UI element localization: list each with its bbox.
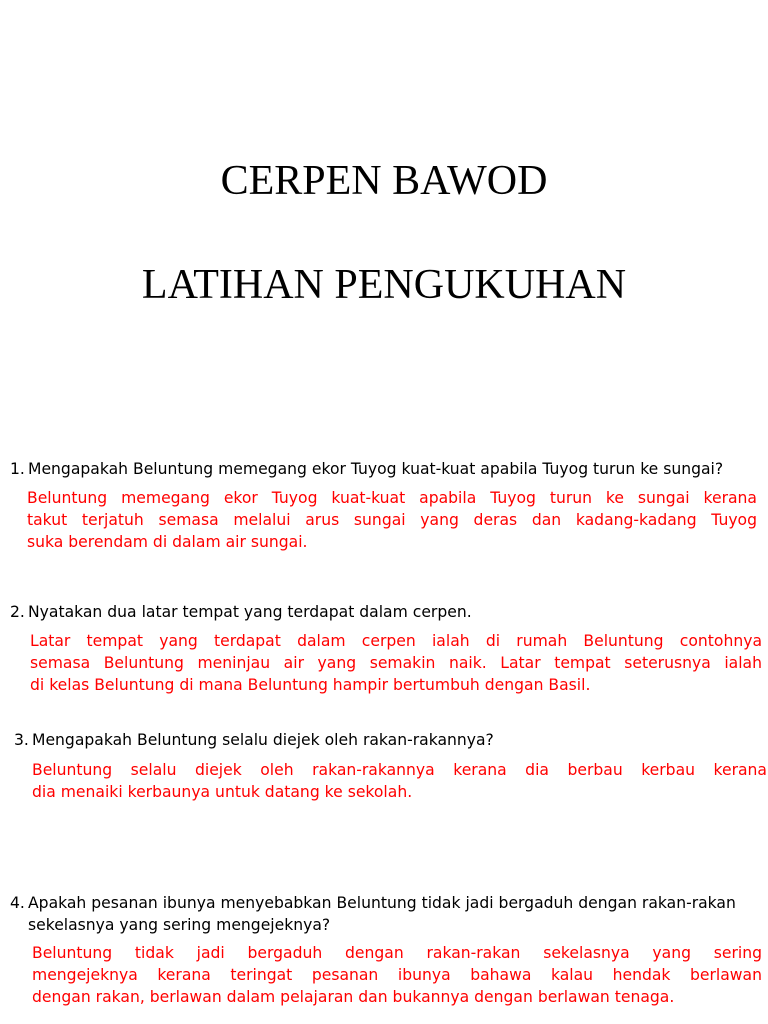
answer-line: di kelas Beluntung di mana Beluntung hampir bertumbuh dengan Basil.: [30, 676, 591, 694]
qa-item-2: [10, 601, 762, 696]
qa-item-4: [10, 892, 762, 1008]
answer-line: Beluntung memegang ekor Tuyog kuat-kuat apabila Tuyog turun ke sungai kerana: [27, 489, 757, 507]
sub-title: LATIHAN PENGUKUHAN: [141, 262, 627, 308]
question-1: [10, 458, 750, 480]
answer-line: takut terjatuh semasa melalui arus sungai yang deras dan kadang-kadang Tuyog: [27, 511, 757, 529]
answer-2: [30, 630, 762, 696]
question-4: [10, 892, 755, 936]
qa-item-1: [10, 458, 757, 553]
question-number: 3.: [14, 731, 29, 749]
question-text: Mengapakah Beluntung memegang ekor Tuyog kuat-kuat apabila Tuyog turun ke sungai?: [28, 460, 724, 478]
question-3: [14, 729, 754, 751]
main-title: CERPEN BAWOD: [220, 158, 548, 204]
answer-line: semasa Beluntung meninjau air yang semakin naik. Latar tempat seterusnya ialah: [30, 654, 762, 672]
answer-line: dia menaiki kerbaunya untuk datang ke sekolah.: [32, 783, 413, 801]
question-text: Nyatakan dua latar tempat yang terdapat dalam cerpen.: [28, 603, 472, 621]
answer-3: [32, 759, 767, 803]
answer-line: suka berendam di dalam air sungai.: [27, 533, 308, 551]
qa-item-3: [14, 729, 767, 803]
question-number: 2.: [10, 603, 25, 621]
question-text: Apakah pesanan ibunya menyebabkan Beluntung tidak jadi bergaduh dengan rakan-rakan sekelasnya yang sering mengejeknya?: [28, 894, 736, 934]
answer-1: [27, 487, 757, 553]
answer-line: dengan rakan, berlawan dalam pelajaran dan bukannya dengan berlawan tenaga.: [32, 988, 675, 1006]
answer-line: Beluntung tidak jadi bergaduh dengan rakan-rakan sekelasnya yang sering: [32, 944, 762, 962]
answer-line: Beluntung selalu diejek oleh rakan-rakannya kerana dia berbau kerbau kerana: [32, 761, 767, 779]
answer-line: mengejeknya kerana teringat pesanan ibunya bahawa kalau hendak berlawan: [32, 966, 762, 984]
answer-line: Latar tempat yang terdapat dalam cerpen ialah di rumah Beluntung contohnya: [30, 632, 762, 650]
question-number: 4.: [10, 894, 25, 912]
question-number: 1.: [10, 460, 25, 478]
answer-4: [32, 942, 762, 1008]
question-text: Mengapakah Beluntung selalu diejek oleh rakan-rakannya?: [32, 731, 494, 749]
question-2: [10, 601, 755, 623]
